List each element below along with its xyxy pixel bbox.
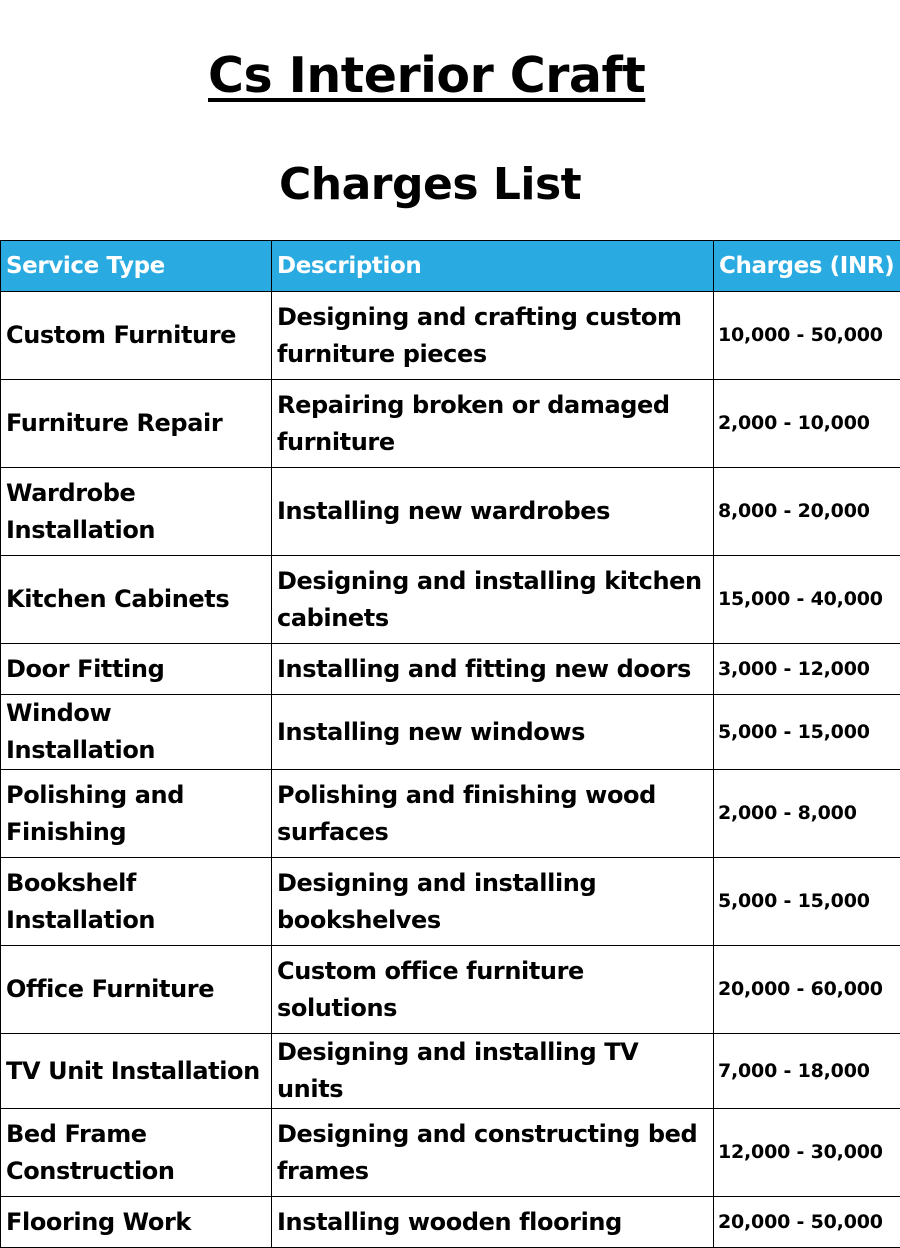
charges-cell: 3,000 - 12,000 xyxy=(714,644,900,695)
charges-cell: 2,000 - 10,000 xyxy=(714,380,900,468)
service-type-cell: Polishing and Finishing xyxy=(1,770,272,858)
description-cell: Installing wooden flooring xyxy=(272,1197,714,1248)
service-type-cell: Bed Frame Construction xyxy=(1,1109,272,1197)
table-row xyxy=(1,695,900,770)
description-cell: Designing and installing kitchen cabinets xyxy=(272,556,714,644)
description-cell: Installing new wardrobes xyxy=(272,468,714,556)
description-cell: Custom office furniture solutions xyxy=(272,946,714,1034)
company-title: Cs Interior Craft xyxy=(208,46,645,106)
service-type-cell: Custom Furniture xyxy=(1,292,272,380)
table-header-row xyxy=(1,241,900,292)
charges-cell: 12,000 - 30,000 xyxy=(714,1109,900,1197)
service-type-cell: Flooring Work xyxy=(1,1197,272,1248)
table-row xyxy=(1,380,900,468)
description-cell: Installing and fitting new doors xyxy=(272,644,714,695)
service-type-cell: Bookshelf Installation xyxy=(1,858,272,946)
description-cell: Designing and installing TV units xyxy=(272,1034,714,1109)
charges-cell: 5,000 - 15,000 xyxy=(714,695,900,770)
service-type-cell: TV Unit Installation xyxy=(1,1034,272,1109)
table-row xyxy=(1,770,900,858)
service-type-cell: Office Furniture xyxy=(1,946,272,1034)
table-row xyxy=(1,1109,900,1197)
description-cell: Repairing broken or damaged furniture xyxy=(272,380,714,468)
table-row xyxy=(1,292,900,380)
description-cell: Polishing and finishing wood surfaces xyxy=(272,770,714,858)
service-type-cell: Wardrobe Installation xyxy=(1,468,272,556)
description-cell: Designing and crafting custom furniture pieces xyxy=(272,292,714,380)
table-row xyxy=(1,946,900,1034)
charges-cell: 20,000 - 50,000 xyxy=(714,1197,900,1248)
charges-table xyxy=(0,240,900,1248)
charges-cell: 5,000 - 15,000 xyxy=(714,858,900,946)
column-header-description: Description xyxy=(272,241,714,292)
description-cell: Designing and installing bookshelves xyxy=(272,858,714,946)
service-type-cell: Kitchen Cabinets xyxy=(1,556,272,644)
service-type-cell: Door Fitting xyxy=(1,644,272,695)
table-row xyxy=(1,644,900,695)
charges-cell: 15,000 - 40,000 xyxy=(714,556,900,644)
table-row xyxy=(1,468,900,556)
table-row xyxy=(1,1034,900,1109)
table-row xyxy=(1,1197,900,1248)
service-type-cell: Furniture Repair xyxy=(1,380,272,468)
column-header-charges: Charges (INR) xyxy=(714,241,900,292)
description-cell: Installing new windows xyxy=(272,695,714,770)
charges-list-heading: Charges List xyxy=(279,158,581,212)
charges-cell: 8,000 - 20,000 xyxy=(714,468,900,556)
charges-cell: 20,000 - 60,000 xyxy=(714,946,900,1034)
column-header-service-type: Service Type xyxy=(1,241,272,292)
charges-cell: 10,000 - 50,000 xyxy=(714,292,900,380)
table-row xyxy=(1,858,900,946)
charges-cell: 7,000 - 18,000 xyxy=(714,1034,900,1109)
description-cell: Designing and constructing bed frames xyxy=(272,1109,714,1197)
charges-cell: 2,000 - 8,000 xyxy=(714,770,900,858)
service-type-cell: Window Installation xyxy=(1,695,272,770)
table-row xyxy=(1,556,900,644)
